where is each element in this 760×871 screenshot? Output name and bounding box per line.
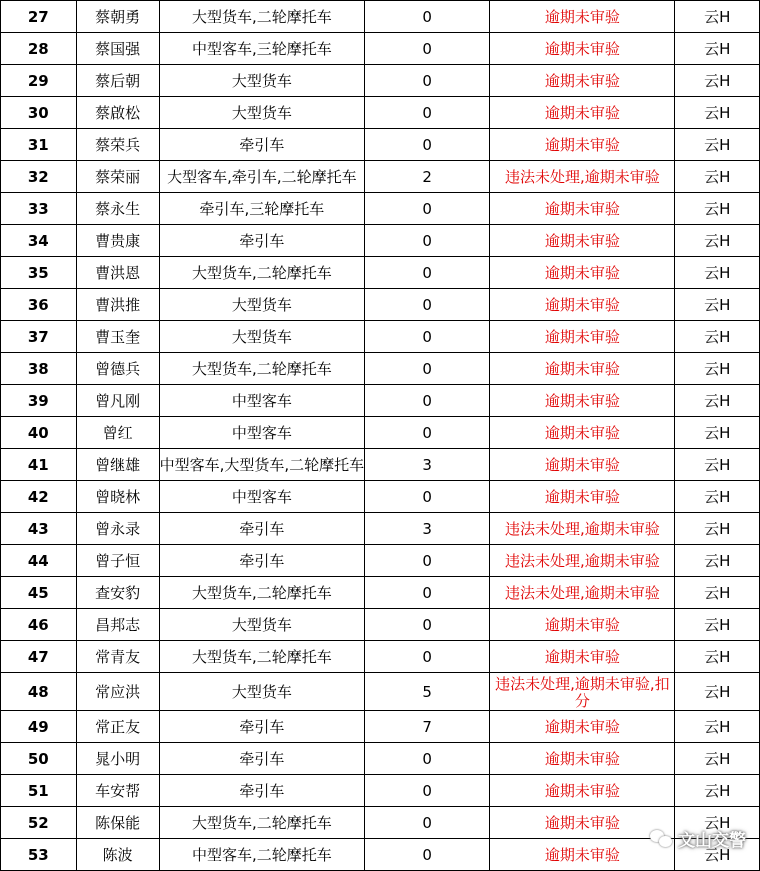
- status-cell: 违法未处理,逾期未审验: [490, 545, 675, 577]
- status-cell: 逾期未审验: [490, 775, 675, 807]
- watermark-text: 文山交警: [678, 831, 746, 851]
- row-number-cell: 53: [1, 839, 77, 871]
- table-row: [1, 545, 760, 577]
- name-cell: 昌邦志: [76, 609, 159, 641]
- region-cell: 云H: [675, 775, 760, 807]
- row-number-cell: 42: [1, 481, 77, 513]
- vehicle-type-cell: 牵引车: [159, 711, 365, 743]
- name-cell: 常应洪: [76, 673, 159, 711]
- watermark: [650, 826, 746, 851]
- region-cell: 云H: [675, 161, 760, 193]
- vehicle-type-cell: 大型货车: [159, 609, 365, 641]
- name-cell: 蔡荣丽: [76, 161, 159, 193]
- violation-count-cell: 0: [365, 1, 490, 33]
- violation-count-cell: 0: [365, 417, 490, 449]
- name-cell: 蔡朝勇: [76, 1, 159, 33]
- region-cell: 云H: [675, 807, 760, 839]
- region-cell: 云H: [675, 545, 760, 577]
- region-cell: 云H: [675, 839, 760, 871]
- table-row: [1, 481, 760, 513]
- status-cell: 违法未处理,逾期未审验: [490, 161, 675, 193]
- vehicle-type-cell: 大型货车,二轮摩托车: [159, 577, 365, 609]
- violation-count-cell: 0: [365, 65, 490, 97]
- name-cell: 曾晓林: [76, 481, 159, 513]
- region-cell: 云H: [675, 577, 760, 609]
- violation-count-cell: 0: [365, 321, 490, 353]
- region-cell: 云H: [675, 481, 760, 513]
- status-cell: 违法未处理,逾期未审验,扣分: [490, 673, 675, 711]
- vehicle-type-cell: 大型货车: [159, 321, 365, 353]
- table-row: [1, 161, 760, 193]
- row-number-cell: 33: [1, 193, 77, 225]
- status-cell: 逾期未审验: [490, 743, 675, 775]
- region-cell: 云H: [675, 257, 760, 289]
- region-cell: 云H: [675, 289, 760, 321]
- violation-count-cell: 7: [365, 711, 490, 743]
- vehicle-type-cell: 中型客车: [159, 417, 365, 449]
- violation-count-cell: 0: [365, 129, 490, 161]
- vehicle-type-cell: 中型客车,大型货车,二轮摩托车: [159, 449, 365, 481]
- row-number-cell: 29: [1, 65, 77, 97]
- status-cell: 逾期未审验: [490, 289, 675, 321]
- name-cell: 蔡国强: [76, 33, 159, 65]
- row-number-cell: 37: [1, 321, 77, 353]
- violation-count-cell: 3: [365, 449, 490, 481]
- violation-count-cell: 0: [365, 743, 490, 775]
- vehicle-type-cell: 牵引车: [159, 225, 365, 257]
- table-row: [1, 289, 760, 321]
- table-row: [1, 417, 760, 449]
- status-cell: 违法未处理,逾期未审验: [490, 513, 675, 545]
- vehicle-type-cell: 大型货车: [159, 97, 365, 129]
- violation-count-cell: 0: [365, 257, 490, 289]
- name-cell: 曾凡刚: [76, 385, 159, 417]
- row-number-cell: 52: [1, 807, 77, 839]
- vehicle-type-cell: 牵引车: [159, 129, 365, 161]
- status-cell: 逾期未审验: [490, 641, 675, 673]
- status-cell: 逾期未审验: [490, 417, 675, 449]
- name-cell: 陈保能: [76, 807, 159, 839]
- vehicle-type-cell: 中型客车,二轮摩托车: [159, 839, 365, 871]
- name-cell: 查安豹: [76, 577, 159, 609]
- name-cell: 常正友: [76, 711, 159, 743]
- table-row: [1, 711, 760, 743]
- name-cell: 蔡永生: [76, 193, 159, 225]
- vehicle-type-cell: 大型客车,牵引车,二轮摩托车: [159, 161, 365, 193]
- row-number-cell: 28: [1, 33, 77, 65]
- violation-count-cell: 0: [365, 775, 490, 807]
- violation-count-cell: 0: [365, 481, 490, 513]
- name-cell: 曾红: [76, 417, 159, 449]
- violation-count-cell: 0: [365, 225, 490, 257]
- name-cell: 晁小明: [76, 743, 159, 775]
- region-cell: 云H: [675, 65, 760, 97]
- row-number-cell: 41: [1, 449, 77, 481]
- name-cell: 车安帮: [76, 775, 159, 807]
- vehicle-type-cell: 大型货车,二轮摩托车: [159, 807, 365, 839]
- violation-count-cell: 0: [365, 97, 490, 129]
- region-cell: 云H: [675, 513, 760, 545]
- row-number-cell: 47: [1, 641, 77, 673]
- row-number-cell: 30: [1, 97, 77, 129]
- table-row: [1, 609, 760, 641]
- status-cell: 逾期未审验: [490, 449, 675, 481]
- violation-count-cell: 2: [365, 161, 490, 193]
- violation-count-cell: 0: [365, 289, 490, 321]
- row-number-cell: 51: [1, 775, 77, 807]
- name-cell: 曾继雄: [76, 449, 159, 481]
- violation-count-cell: 5: [365, 673, 490, 711]
- name-cell: 蔡啟松: [76, 97, 159, 129]
- name-cell: 陈波: [76, 839, 159, 871]
- table-row: [1, 33, 760, 65]
- region-cell: 云H: [675, 225, 760, 257]
- row-number-cell: 48: [1, 673, 77, 711]
- region-cell: 云H: [675, 321, 760, 353]
- table-row: [1, 353, 760, 385]
- row-number-cell: 34: [1, 225, 77, 257]
- region-cell: 云H: [675, 385, 760, 417]
- wechat-logo-icon: [650, 830, 674, 848]
- vehicle-type-cell: 大型货车,二轮摩托车: [159, 257, 365, 289]
- row-number-cell: 35: [1, 257, 77, 289]
- vehicle-type-cell: 牵引车: [159, 775, 365, 807]
- name-cell: 曹洪恩: [76, 257, 159, 289]
- row-number-cell: 50: [1, 743, 77, 775]
- region-cell: 云H: [675, 449, 760, 481]
- table-body: [1, 1, 760, 871]
- table-row: [1, 1, 760, 33]
- region-cell: 云H: [675, 743, 760, 775]
- table-row: [1, 225, 760, 257]
- status-cell: 逾期未审验: [490, 711, 675, 743]
- vehicle-type-cell: 大型货车,二轮摩托车: [159, 1, 365, 33]
- vehicle-type-cell: 大型货车,二轮摩托车: [159, 641, 365, 673]
- name-cell: 曾德兵: [76, 353, 159, 385]
- name-cell: 蔡后朝: [76, 65, 159, 97]
- status-cell: 逾期未审验: [490, 1, 675, 33]
- status-cell: 逾期未审验: [490, 97, 675, 129]
- row-number-cell: 40: [1, 417, 77, 449]
- row-number-cell: 45: [1, 577, 77, 609]
- table-row: [1, 673, 760, 711]
- violation-count-cell: 0: [365, 193, 490, 225]
- row-number-cell: 32: [1, 161, 77, 193]
- status-cell: 逾期未审验: [490, 609, 675, 641]
- vehicle-type-cell: 大型货车: [159, 673, 365, 711]
- region-cell: 云H: [675, 33, 760, 65]
- violation-count-cell: 0: [365, 33, 490, 65]
- table-row: [1, 321, 760, 353]
- row-number-cell: 31: [1, 129, 77, 161]
- table-row: [1, 97, 760, 129]
- table-row: [1, 743, 760, 775]
- row-number-cell: 44: [1, 545, 77, 577]
- region-cell: 云H: [675, 193, 760, 225]
- violation-count-cell: 0: [365, 641, 490, 673]
- vehicle-type-cell: 中型客车: [159, 385, 365, 417]
- region-cell: 云H: [675, 641, 760, 673]
- violation-count-cell: 0: [365, 609, 490, 641]
- vehicle-type-cell: 大型货车,二轮摩托车: [159, 353, 365, 385]
- row-number-cell: 38: [1, 353, 77, 385]
- row-number-cell: 27: [1, 1, 77, 33]
- region-cell: 云H: [675, 417, 760, 449]
- vehicle-type-cell: 中型客车,三轮摩托车: [159, 33, 365, 65]
- vehicle-type-cell: 中型客车: [159, 481, 365, 513]
- vehicle-type-cell: 牵引车: [159, 513, 365, 545]
- name-cell: 曾永录: [76, 513, 159, 545]
- vehicle-type-cell: 牵引车,三轮摩托车: [159, 193, 365, 225]
- region-cell: 云H: [675, 711, 760, 743]
- status-cell: 逾期未审验: [490, 257, 675, 289]
- region-cell: 云H: [675, 609, 760, 641]
- table-row: [1, 775, 760, 807]
- table-row: [1, 641, 760, 673]
- violation-count-cell: 0: [365, 839, 490, 871]
- vehicle-type-cell: 牵引车: [159, 545, 365, 577]
- row-number-cell: 43: [1, 513, 77, 545]
- table-row: [1, 513, 760, 545]
- violation-count-cell: 0: [365, 807, 490, 839]
- status-cell: 违法未处理,逾期未审验: [490, 577, 675, 609]
- status-cell: 逾期未审验: [490, 321, 675, 353]
- violation-count-cell: 0: [365, 353, 490, 385]
- table-row: [1, 449, 760, 481]
- row-number-cell: 46: [1, 609, 77, 641]
- region-cell: 云H: [675, 1, 760, 33]
- name-cell: 曹洪推: [76, 289, 159, 321]
- table-row: [1, 385, 760, 417]
- table-row: [1, 577, 760, 609]
- status-cell: 逾期未审验: [490, 385, 675, 417]
- status-cell: 逾期未审验: [490, 33, 675, 65]
- table-row: [1, 807, 760, 839]
- name-cell: 曾子恒: [76, 545, 159, 577]
- row-number-cell: 49: [1, 711, 77, 743]
- status-cell: 逾期未审验: [490, 353, 675, 385]
- status-cell: 逾期未审验: [490, 129, 675, 161]
- table-row: [1, 839, 760, 871]
- status-cell: 逾期未审验: [490, 839, 675, 871]
- region-cell: 云H: [675, 353, 760, 385]
- status-cell: 逾期未审验: [490, 807, 675, 839]
- name-cell: 曹玉奎: [76, 321, 159, 353]
- table-row: [1, 65, 760, 97]
- region-cell: 云H: [675, 673, 760, 711]
- status-cell: 逾期未审验: [490, 193, 675, 225]
- vehicle-type-cell: 牵引车: [159, 743, 365, 775]
- name-cell: 常青友: [76, 641, 159, 673]
- status-cell: 逾期未审验: [490, 481, 675, 513]
- table-row: [1, 193, 760, 225]
- region-cell: 云H: [675, 97, 760, 129]
- name-cell: 蔡荣兵: [76, 129, 159, 161]
- status-cell: 逾期未审验: [490, 65, 675, 97]
- table-row: [1, 129, 760, 161]
- status-cell: 逾期未审验: [490, 225, 675, 257]
- violation-count-cell: 3: [365, 513, 490, 545]
- name-cell: 曹贵康: [76, 225, 159, 257]
- vehicle-type-cell: 大型货车: [159, 289, 365, 321]
- region-cell: 云H: [675, 129, 760, 161]
- violation-count-cell: 0: [365, 577, 490, 609]
- row-number-cell: 36: [1, 289, 77, 321]
- violation-count-cell: 0: [365, 545, 490, 577]
- violation-count-cell: 0: [365, 385, 490, 417]
- table-row: [1, 257, 760, 289]
- row-number-cell: 39: [1, 385, 77, 417]
- vehicle-type-cell: 大型货车: [159, 65, 365, 97]
